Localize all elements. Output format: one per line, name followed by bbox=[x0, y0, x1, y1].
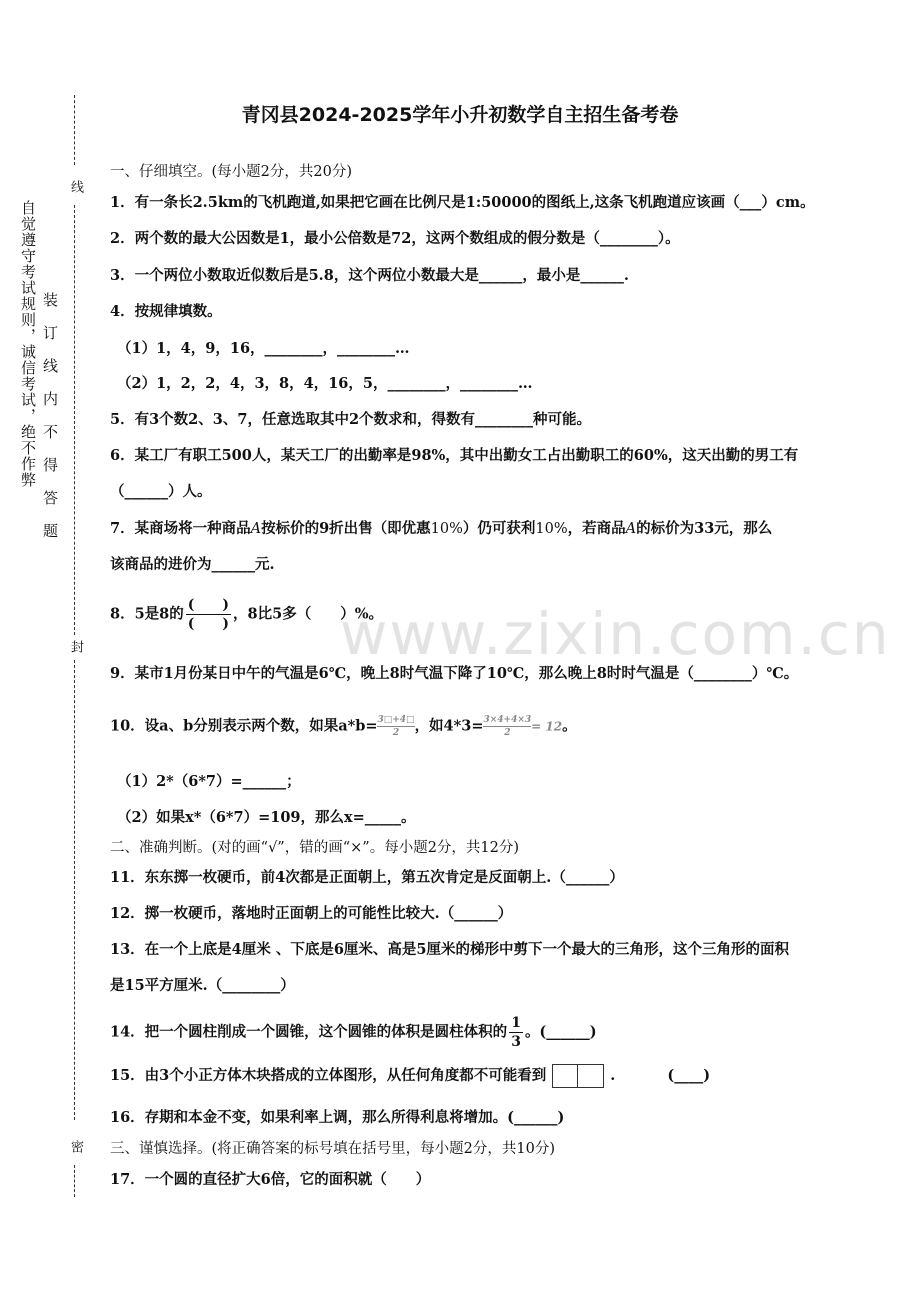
question-6-line-1: 6．某工厂有职工500人，某天工厂的出勤率是98%，其中出勤女工占出勤职工的60%，这天出勤的男工有 bbox=[110, 447, 799, 464]
watermark: www.zixin.com.cn bbox=[340, 600, 891, 668]
binding-margin bbox=[0, 0, 100, 1302]
question-15: 15．由3个小正方体木块搭成的立体图形，从任何角度都不可能看到 . (____) bbox=[110, 1064, 710, 1088]
section-1-heading: 一、仔细填空。(每小题2分，共20分) bbox=[110, 164, 352, 180]
formula-fraction-1: $\frac{3□+4□}{2}$ bbox=[377, 715, 415, 738]
question-3: 3．一个两位小数取近似数后是5.8，这个两位小数最大是______，最小是______. bbox=[110, 267, 629, 284]
two-squares-figure bbox=[552, 1064, 604, 1088]
xian-label: 线 bbox=[68, 180, 83, 193]
question-5: 5．有3个数2、3、7，任意选取其中2个数求和，得数有________种可能。 bbox=[110, 411, 592, 428]
question-7-line-2: 该商品的进价为______元. bbox=[110, 556, 275, 573]
page-title: 青冈县2024-2025学年小升初数学自主招生备考卷 bbox=[241, 104, 679, 126]
dash-line-2 bbox=[74, 205, 75, 635]
question-7-line-1: 7．某商场将一种商品A按标价的9折出售（即优惠10%）仍可获利10%，若商品A的标价为33元，那么 bbox=[110, 520, 773, 537]
question-16: 16．存期和本金不变，如果利率上调，那么所得利息将增加。(______) bbox=[110, 1109, 565, 1126]
exam-rules-text: 自觉遵守考试规则，诚信考试，绝不作弊 bbox=[19, 200, 37, 488]
question-10-1: （1）2*（6*7）=______； bbox=[117, 773, 301, 790]
mi-label: 密 bbox=[68, 1140, 83, 1153]
question-10: 10．设a、b分别表示两个数，如果a*b= $\frac{3□+4□}{2}$ ，如4*3= $\frac{3\times 4+4\times 3}{2}$ = 12。 bbox=[110, 715, 577, 738]
question-12: 12．掷一枚硬币，落地时正面朝上的可能性比较大.（______） bbox=[110, 905, 513, 922]
question-4: 4．按规律填数。 bbox=[110, 303, 222, 320]
question-6-line-2: （______）人。 bbox=[110, 483, 212, 500]
question-9: 9．某市1月份某日中午的气温是6℃，晚上8时气温下降了10℃，那么晚上8时时气温是（________）℃。 bbox=[110, 665, 799, 682]
section-3-heading: 三、谨慎选择。(将正确答案的标号填在括号里，每小题2分，共10分) bbox=[110, 1141, 555, 1157]
dash-line-4 bbox=[74, 1165, 75, 1197]
dash-line-3 bbox=[74, 660, 75, 1120]
feng-label: 封 bbox=[68, 640, 83, 653]
question-17: 17．一个圆的直径扩大6倍，它的面积就（ ） bbox=[110, 1171, 431, 1188]
section-2-heading: 二、准确判断。(对的画“√”，错的画“×”。每小题2分，共12分) bbox=[110, 840, 520, 856]
question-14: 14．把一个圆柱削成一个圆锥，这个圆锥的体积是圆柱体积的 $\frac{1}{3}$ 。(______) bbox=[110, 1015, 597, 1050]
question-11: 11．东东掷一枚硬币，前4次都是正面朝上，第五次肯定是反面朝上.（______） bbox=[110, 869, 624, 886]
one-third-fraction: $\frac{1}{3}$ bbox=[511, 1015, 521, 1050]
question-1: 1．有一条长2.5km的飞机跑道,如果把它画在比例尺是1:50000的图纸上,这条飞机跑道应该画（___）cm。 bbox=[110, 194, 815, 211]
no-answer-text: 装订线内不得答题 bbox=[41, 292, 59, 556]
question-10-2: （2）如果x*（6*7）=109，那么x=_____。 bbox=[117, 809, 416, 826]
question-13-line-1: 13．在一个上底是4厘米 、下底是6厘米、高是5厘米的梯形中剪下一个最大的三角形，这个三角形的面积 bbox=[110, 941, 789, 958]
blank-fraction: $\frac{( )}{( )}$ bbox=[187, 597, 230, 632]
question-4-1: （1）1，4，9，16，________，________… bbox=[117, 340, 410, 357]
question-4-2: （2）1，2，2，4，3，8，4，16，5，________，________… bbox=[117, 375, 533, 392]
question-13-line-2: 是15平方厘米.（________） bbox=[110, 977, 295, 994]
question-8: 8．5是8的 $\frac{( )}{( )}$ ，8比5多（ ）%。 bbox=[110, 597, 383, 632]
question-2: 2．两个数的最大公因数是1，最小公倍数是72，这两个数组成的假分数是（________）。 bbox=[110, 230, 680, 247]
formula-fraction-2: $\frac{3\times 4+4\times 3}{2}$ bbox=[483, 715, 532, 738]
